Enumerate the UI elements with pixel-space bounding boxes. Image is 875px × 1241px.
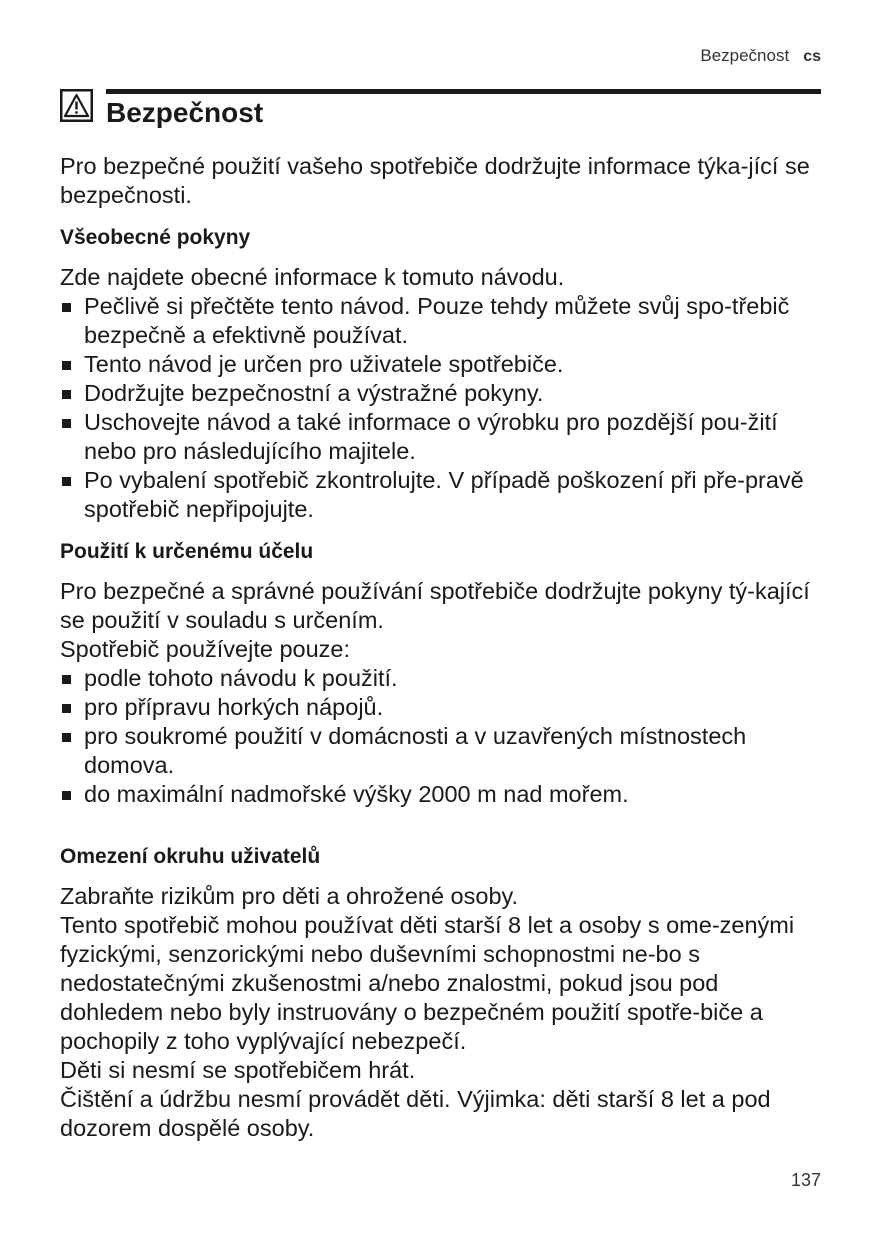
restrictions-paragraph: Zabraňte rizikům pro děti a ohrožené osoby. (60, 883, 519, 909)
title-rule (106, 89, 821, 94)
list-item: podle tohoto návodu k použití. (60, 664, 828, 693)
intended-use-lead: Pro bezpečné a správné používání spotřebiče dodržujte pokyny tý-kající se použití v souladu s určením. (60, 578, 810, 633)
language-code: cs (803, 48, 821, 65)
general-lead: Zde najdete obecné informace k tomuto návodu. (60, 264, 565, 290)
intro-paragraph: Pro bezpečné použití vašeho spotřebiče dodržujte informace týka-jící se bezpečnosti. (60, 153, 810, 208)
list-item: Pečlivě si přečtěte tento návod. Pouze tehdy můžete svůj spo-třebič bezpečně a efektivně používat. (60, 292, 828, 350)
intended-use-bullet-list (60, 664, 828, 809)
restrictions-paragraph: Děti si nesmí se spotřebičem hrát. (60, 1057, 416, 1083)
intended-use-lead-2: Spotřebič používejte pouze: (60, 636, 351, 662)
running-header (700, 46, 821, 66)
list-item: Dodržujte bezpečnostní a výstražné pokyny. (60, 379, 828, 408)
list-item: Uschovejte návod a také informace o výrobku pro pozdější pou-žití nebo pro následujícího majitele. (60, 408, 828, 466)
restrictions-paragraph: Tento spotřebič mohou používat děti starší 8 let a osoby s ome-zenými fyzickými, senzorickými nebo duševními schopnostmi ne-bo s nedostatečnými zkušenostmi a/nebo znalostmi, pokud jsou pod dohledem nebo byly instruovány o bezpečném použití spotře-biče a pochopily z toho vyplývající nebezpečí. (60, 912, 795, 1054)
running-header-section: Bezpečnost (700, 46, 790, 65)
page-number: 137 (790, 1170, 821, 1190)
section-heading-intended-use: Použití k určenému účelu (60, 540, 314, 563)
restrictions-paragraph: Čištění a údržbu nesmí provádět děti. Výjimka: děti starší 8 let a pod dozorem dospělé osoby. (60, 1086, 771, 1141)
content (60, 152, 828, 1143)
warning-triangle-icon (60, 89, 93, 122)
list-item: pro soukromé použití v domácnosti a v uzavřených místnostech domova. (60, 722, 828, 780)
page-title: Bezpečnost (106, 97, 264, 128)
general-bullet-list (60, 292, 828, 524)
section-heading-general: Všeobecné pokyny (60, 226, 251, 249)
list-item: do maximální nadmořské výšky 2000 m nad mořem. (60, 780, 828, 809)
list-item: Tento návod je určen pro uživatele spotřebiče. (60, 350, 828, 379)
section-heading-user-restrictions: Omezení okruhu uživatelů (60, 845, 321, 868)
list-item: pro přípravu horkých nápojů. (60, 693, 828, 722)
list-item: Po vybalení spotřebič zkontrolujte. V případě poškození při pře-pravě spotřebič nepřipojujte. (60, 466, 828, 524)
